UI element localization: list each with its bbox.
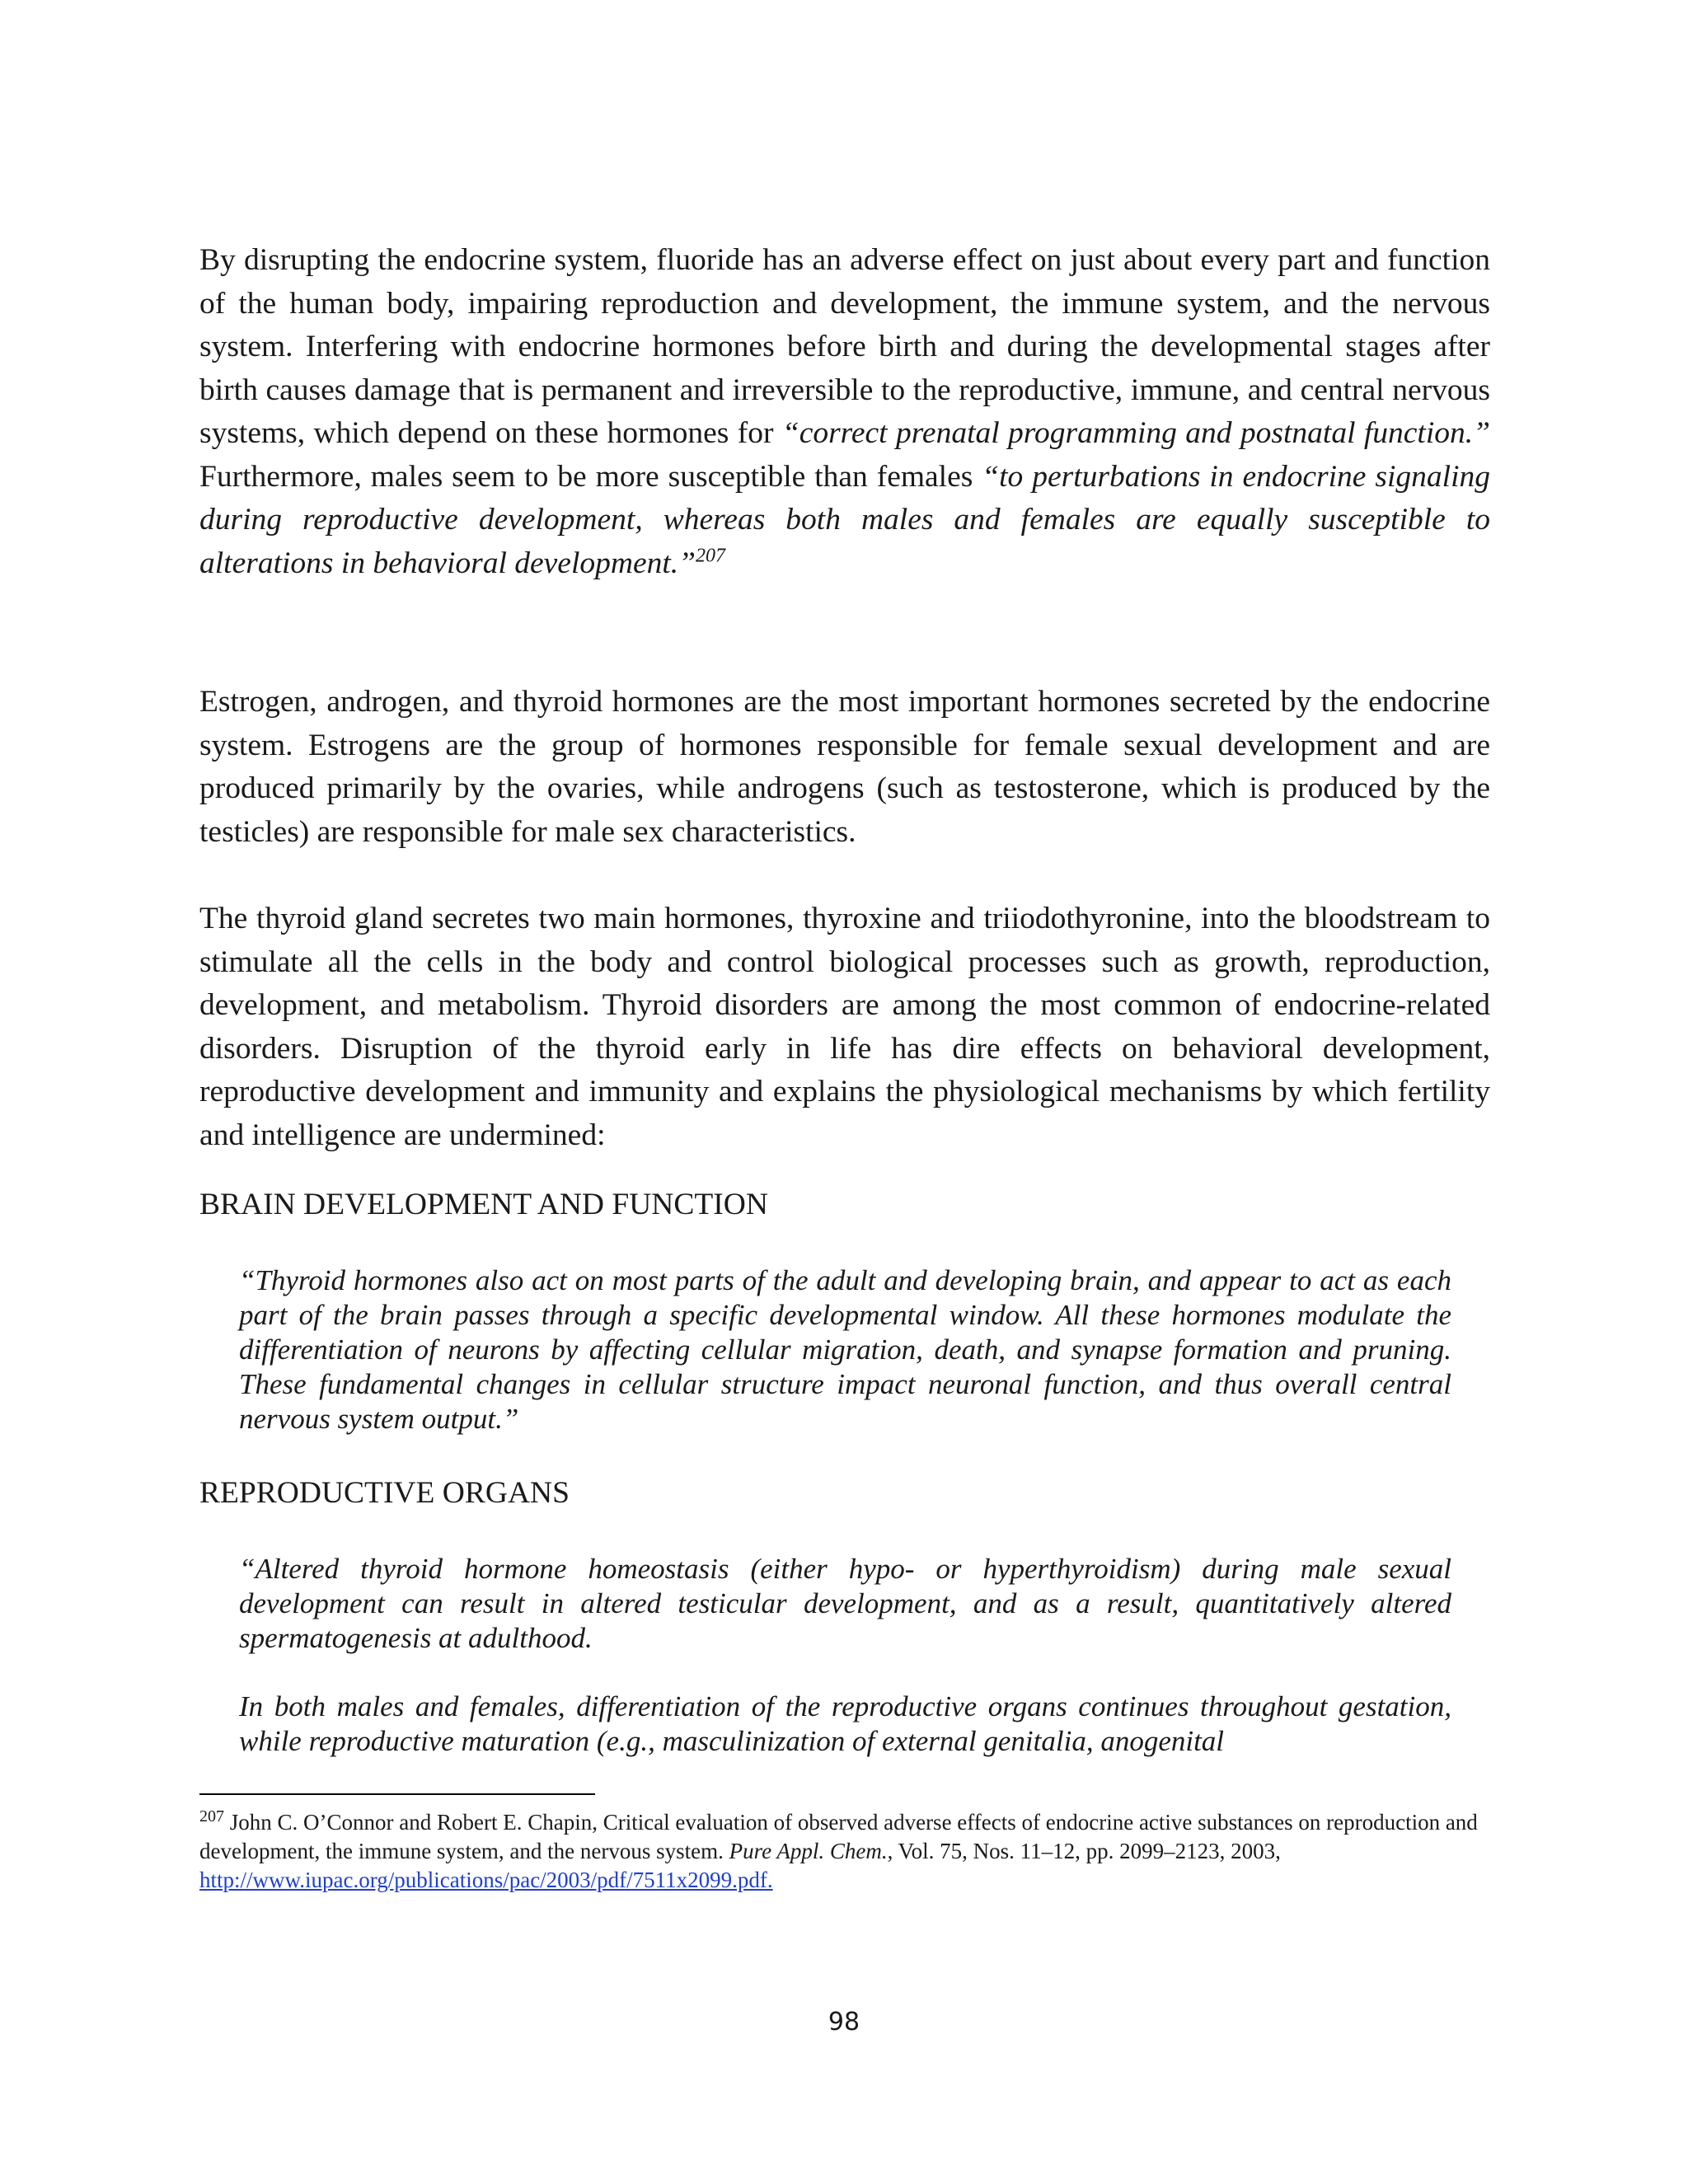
footnote-text: , Vol. 75, Nos. 11–12, pp. 2099–2123, 2003, xyxy=(887,1839,1281,1863)
footnote-reference[interactable]: 207 xyxy=(696,545,725,566)
block-quote-brain: “Thyroid hormones also act on most parts of the adult and developing brain, and appear to act as each part of the brain passes through a specific developmental window. All these hormones modulate the differentiation of neurons by affecting cellular migration, death, and synapse formation and pruning. These fundamental changes in cellular structure impact neuronal function, and thus overall central nervous system output.” xyxy=(239,1264,1451,1435)
inline-quote: “to perturbations in endocrine signaling during reproductive development, whereas both males and females are equally susceptible to alterations in behavioral development.” xyxy=(199,459,1490,580)
footnote xyxy=(199,1808,1490,1895)
page-number: 98 xyxy=(828,2008,860,2036)
paragraph-text: Furthermore, males seem to be more susceptible than females xyxy=(199,459,982,494)
section-heading-reproductive: REPRODUCTIVE ORGANS xyxy=(199,1476,570,1510)
paragraph-hormones: Estrogen, androgen, and thyroid hormones are the most important hormones secreted by the endocrine system. Estrogens are the group of hormones responsible for female sexual development and are produced primarily by the ovaries, while androgens (such as testosterone, which is produced by the testicles) are responsible for male sex characteristics. xyxy=(199,685,1490,849)
block-quote-differentiation: In both males and females, differentiation of the reproductive organs continues throughout gestation, while reproductive maturation (e.g., masculinization of external genitalia, anogenital xyxy=(239,1690,1451,1757)
paragraph-endocrine-disruption xyxy=(199,239,1490,585)
block-quote-testicular: “Altered thyroid hormone homeostasis (either hypo- or hyperthyroidism) during male sexual development can result in altered testicular development, and as a result, quantitatively altered spermatogenesis at adulthood. xyxy=(239,1553,1451,1654)
footnote-separator xyxy=(199,1793,595,1795)
footnote-number: 207 xyxy=(199,1807,224,1825)
section-heading-brain: BRAIN DEVELOPMENT AND FUNCTION xyxy=(199,1188,768,1221)
footnote-link[interactable]: http://www.iupac.org/publications/pac/2003/pdf/7511x2099.pdf. xyxy=(199,1868,773,1892)
footnote-journal: Pure Appl. Chem. xyxy=(729,1839,888,1863)
footnote-text: John C. O’Connor and Robert E. Chapin, Critical evaluation of observed adverse effects of endocrine active substances on reproduction and development, the immune system, and the nervous system. xyxy=(199,1810,1478,1863)
paragraph-text: By disrupting the endocrine system, fluoride has an adverse effect on just about every part and function of the human body, impairing reproduction and development, the immune system, and the nervous system. Interfering with endocrine hormones before birth and during the developmental stages after birth causes damage that is permanent and irreversible to the reproductive, immune, and central nervous systems, which depend on these hormones for xyxy=(199,243,1490,450)
inline-quote: “correct prenatal programming and postnatal function.” xyxy=(781,416,1490,450)
paragraph-thyroid: The thyroid gland secretes two main hormones, thyroxine and triiodothyronine, into the bloodstream to stimulate all the cells in the body and control biological processes such as growth, reproduction, development, and metabolism. Thyroid disorders are among the most common of endocrine-related disorders. Disruption of the thyroid early in life has dire effects on behavioral development, reproductive development and immunity and explains the physiological mechanisms by which fertility and intelligence are undermined: xyxy=(199,902,1490,1152)
